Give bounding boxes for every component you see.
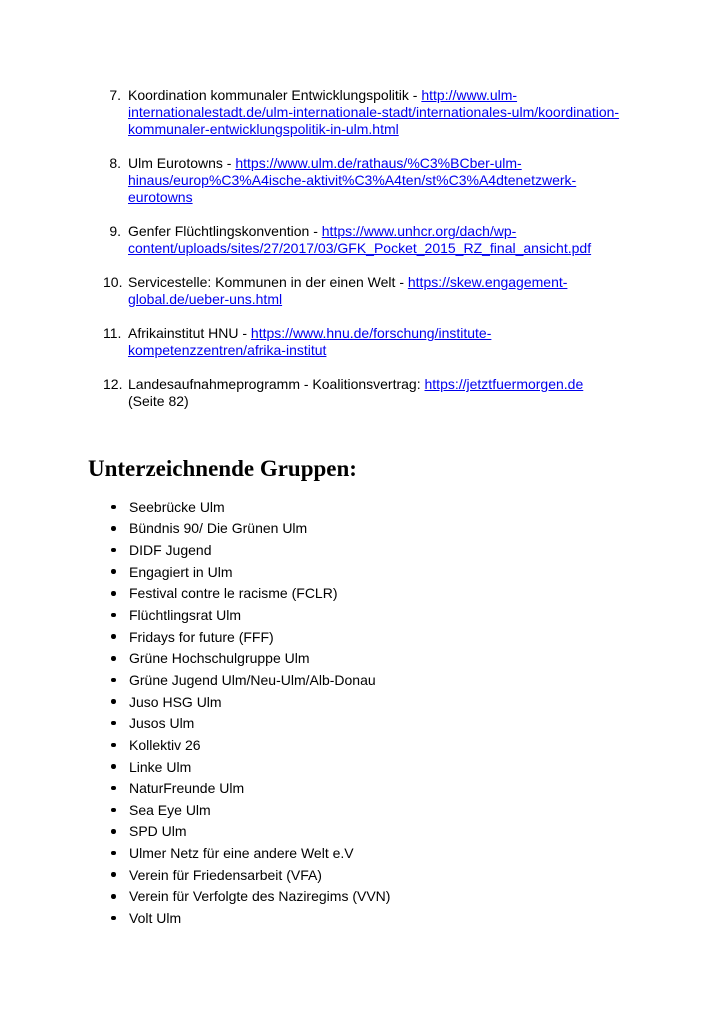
group-item	[110, 907, 390, 929]
reference-item-suffix: (Seite 82)	[128, 393, 189, 409]
bullet-icon	[111, 743, 116, 748]
group-label: Fridays for future (FFF)	[129, 628, 274, 645]
group-label: Grüne Hochschulgruppe Ulm	[129, 650, 310, 667]
reference-item-link[interactable]: http://www.ulm-internationalestadt.de/ulm-internationale-stadt/internationales-ulm/koordination-kommunaler-entwicklungspolitik-in-ulm.html	[128, 87, 620, 137]
reference-item-text: Genfer Flüchtlingskonvention -	[128, 223, 322, 239]
group-item	[110, 496, 390, 518]
bullet-icon	[111, 613, 116, 618]
group-label: Volt Ulm	[129, 909, 182, 926]
reference-item-number: 10.	[103, 274, 123, 290]
group-item	[110, 821, 390, 843]
group-label: Juso HSG Ulm	[129, 693, 222, 710]
group-label: Kollektiv 26	[129, 736, 201, 753]
group-item	[110, 561, 390, 583]
reference-item-body	[128, 155, 622, 206]
reference-item-number: 11.	[103, 325, 122, 341]
group-item	[110, 583, 390, 605]
group-label: Seebrücke Ulm	[129, 498, 225, 515]
group-label: Verein für Verfolgte des Naziregims (VVN)	[129, 888, 391, 905]
group-item	[110, 886, 390, 908]
group-item	[110, 647, 390, 669]
bullet-icon	[111, 548, 116, 553]
group-item	[110, 864, 390, 886]
bullet-icon	[111, 829, 116, 834]
bullet-icon	[111, 505, 116, 510]
group-item	[110, 777, 390, 799]
bullet-icon	[111, 851, 116, 856]
reference-item-link[interactable]: https://jetztfuermorgen.de	[424, 376, 584, 392]
reference-item	[103, 87, 622, 138]
reference-item-link[interactable]: https://www.ulm.de/rathaus/%C3%BCber-ulm-hinaus/europ%C3%A4ische-aktivit%C3%A4ten/st%C3%A4dtenetzwerk-eurotowns	[128, 155, 577, 205]
group-label: Jusos Ulm	[129, 715, 195, 732]
reference-item	[103, 274, 622, 308]
group-label: Flüchtlingsrat Ulm	[129, 607, 242, 624]
reference-item-text: Landesaufnahmeprogramm - Koalitionsvertrag:	[128, 376, 425, 392]
group-item	[110, 799, 390, 821]
reference-item-number: 8.	[109, 155, 121, 171]
bullet-icon	[111, 916, 116, 921]
reference-item-link[interactable]: https://skew.engagement-global.de/ueber-uns.html	[128, 274, 568, 307]
bullet-icon	[111, 569, 116, 574]
group-item	[110, 734, 390, 756]
bullet-icon	[111, 808, 116, 813]
bullet-icon	[111, 786, 116, 791]
bullet-icon	[111, 764, 116, 769]
reference-item-text: Servicestelle: Kommunen in der einen Welt -	[128, 274, 408, 290]
reference-item-link[interactable]: https://www.unhcr.org/dach/wp-content/uploads/sites/27/2017/03/GFK_Pocket_2015_RZ_final_ansicht.pdf	[128, 223, 592, 256]
group-item	[110, 518, 390, 540]
bullet-icon	[111, 894, 116, 899]
reference-list	[103, 87, 622, 427]
reference-item-number: 7.	[109, 87, 121, 103]
group-item	[110, 626, 390, 648]
group-item	[110, 712, 390, 734]
reference-item	[103, 155, 622, 206]
bullet-icon	[111, 678, 116, 683]
reference-item-number: 9.	[109, 223, 121, 239]
reference-item-text: Ulm Eurotowns -	[128, 155, 236, 171]
reference-item	[103, 376, 622, 410]
group-label: Sea Eye Ulm	[129, 801, 211, 818]
group-label: SPD Ulm	[129, 823, 187, 840]
section-heading: Unterzeichnende Gruppen:	[88, 456, 357, 481]
group-label: Grüne Jugend Ulm/Neu-Ulm/Alb-Donau	[129, 671, 376, 688]
bullet-icon	[111, 591, 116, 596]
groups-list	[110, 496, 390, 929]
reference-item	[103, 325, 622, 359]
bullet-icon	[111, 872, 116, 877]
group-item	[110, 842, 390, 864]
group-label: Ulmer Netz für eine andere Welt e.V	[129, 845, 354, 862]
reference-item	[103, 223, 622, 257]
bullet-icon	[111, 721, 116, 726]
group-label: Linke Ulm	[129, 758, 192, 775]
group-item	[110, 539, 390, 561]
group-label: DIDF Jugend	[129, 542, 212, 559]
reference-item-text: Afrikainstitut HNU -	[128, 325, 251, 341]
bullet-icon	[111, 634, 116, 639]
group-label: Bündnis 90/ Die Grünen Ulm	[129, 520, 308, 537]
reference-item-body	[128, 87, 622, 138]
reference-item-number: 12.	[103, 376, 123, 392]
group-item	[110, 756, 390, 778]
group-label: NaturFreunde Ulm	[129, 780, 245, 797]
group-label: Festival contre le racisme (FCLR)	[129, 585, 338, 602]
reference-item-body	[128, 274, 622, 308]
reference-item-text: Koordination kommunaler Entwicklungspolitik -	[128, 87, 422, 103]
bullet-icon	[111, 656, 116, 661]
bullet-icon	[111, 699, 116, 704]
reference-item-body	[128, 223, 622, 257]
group-label: Engagiert in Ulm	[129, 563, 233, 580]
reference-item-link[interactable]: https://www.hnu.de/forschung/institute-kompetenzzentren/afrika-institut	[128, 325, 492, 358]
reference-item-body	[128, 325, 622, 359]
reference-item-body	[128, 376, 622, 410]
group-item	[110, 604, 390, 626]
bullet-icon	[111, 526, 116, 531]
group-item	[110, 691, 390, 713]
group-label: Verein für Friedensarbeit (VFA)	[129, 866, 322, 883]
group-item	[110, 669, 390, 691]
